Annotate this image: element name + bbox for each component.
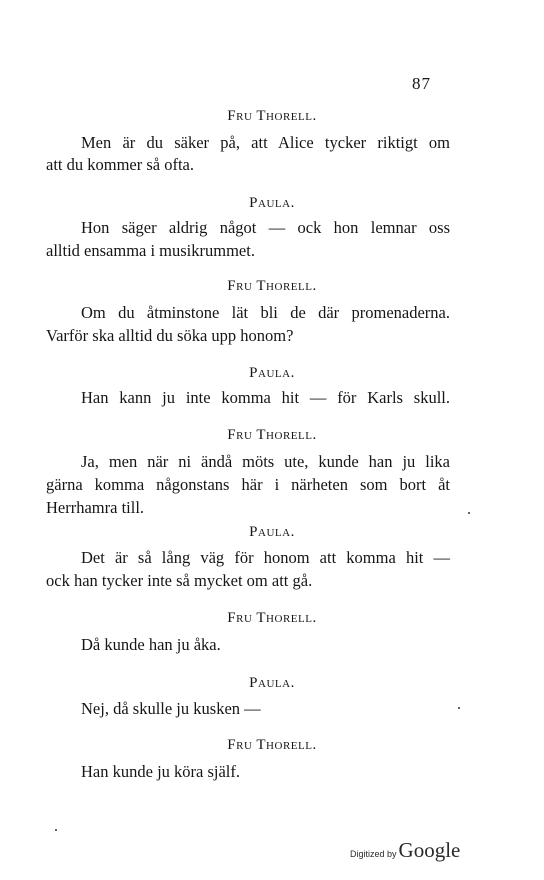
dialogue-line: Det är så lång väg för honom att komma hit — — [81, 548, 450, 567]
speaker-name: Fru Thorell. — [227, 108, 317, 124]
speaker-name: Paula. — [249, 675, 295, 691]
dialogue-line: Ja, men när ni ändå möts ute, kunde han ju lika — [81, 452, 450, 471]
google-logo: Google — [398, 838, 461, 862]
dialogue-line: ock han tycker inte så mycket om att gå. — [46, 571, 313, 590]
dialogue-line: Varför ska alltid du söka upp honom? — [46, 326, 294, 345]
dialogue-line: Om du åtminstone lät bli de där promenaderna. — [81, 303, 450, 322]
dialogue-line: Men är du säker på, att Alice tycker riktigt om — [81, 133, 450, 152]
speaker-name: Paula. — [249, 524, 295, 540]
dialogue-line: gärna komma någonstans här i närheten som bort åt — [46, 475, 450, 494]
dialogue-line: Hon säger aldrig något — ock hon lemnar oss — [81, 218, 450, 237]
digitized-by-label: Digitized by — [350, 849, 397, 859]
speaker-name: Paula. — [249, 195, 295, 211]
dialogue-line: att du kommer så ofta. — [46, 155, 195, 174]
page-number: 87 — [412, 74, 431, 93]
dialogue-line: Han kunde ju köra själf. — [81, 762, 240, 781]
speaker-name: Fru Thorell. — [227, 610, 317, 626]
speaker-name: Fru Thorell. — [227, 737, 317, 753]
scan-speck — [458, 707, 460, 709]
digitization-footer — [350, 838, 460, 863]
speaker-name: Paula. — [249, 365, 295, 381]
dialogue-line: Nej, då skulle ju kusken — — [81, 699, 261, 718]
dialogue-line: alltid ensamma i musikrummet. — [46, 241, 255, 260]
speaker-name: Fru Thorell. — [227, 278, 317, 294]
dialogue-line: Då kunde han ju åka. — [81, 635, 221, 654]
scan-speck — [55, 829, 57, 831]
dialogue-line: Herrhamra till. — [46, 498, 145, 517]
dialogue-line: Han kann ju inte komma hit — för Karls skull. — [81, 388, 450, 407]
scan-speck — [468, 512, 470, 514]
speaker-name: Fru Thorell. — [227, 427, 317, 443]
